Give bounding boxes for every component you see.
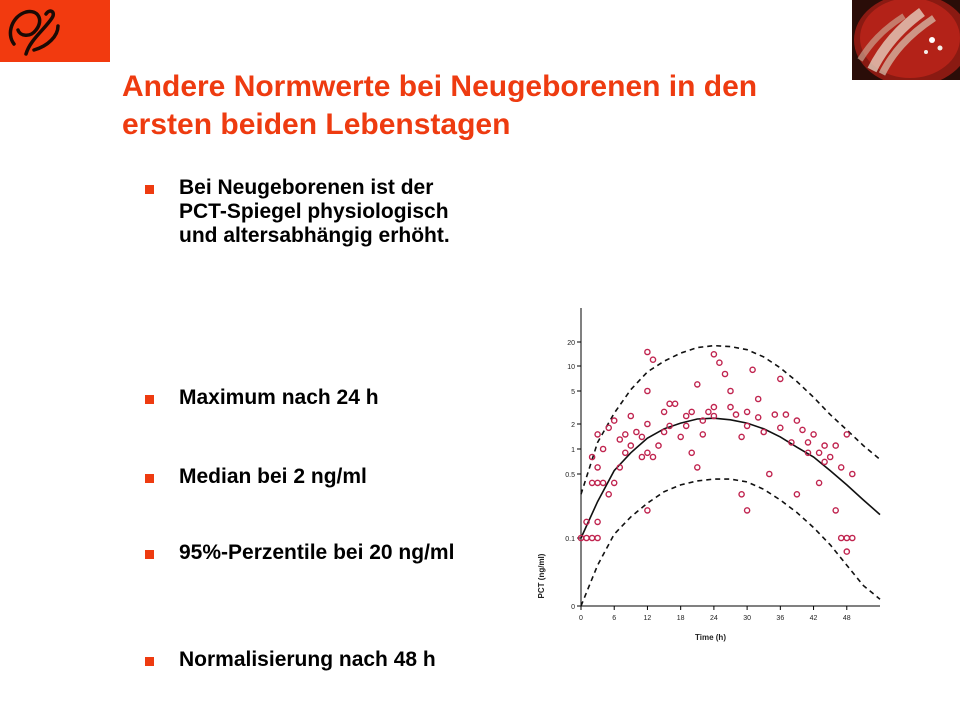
data-point <box>639 454 644 459</box>
data-point <box>673 401 678 406</box>
y-tick-label: 20 <box>567 340 575 347</box>
data-point <box>833 508 838 513</box>
percentile-curve <box>581 479 880 606</box>
data-point <box>833 443 838 448</box>
bullet-square-icon <box>145 550 154 559</box>
y-tick-label: 0.1 <box>565 536 575 543</box>
median-curve <box>581 418 880 538</box>
data-point <box>667 401 672 406</box>
x-tick-label: 24 <box>709 615 718 622</box>
logo <box>0 0 110 62</box>
data-point <box>695 465 700 470</box>
bullet-item <box>145 386 465 410</box>
data-point <box>662 429 667 434</box>
data-point <box>606 425 611 430</box>
chart-curves <box>581 346 880 606</box>
data-point <box>650 454 655 459</box>
bullet-square-icon <box>145 657 154 666</box>
y-axis-label: PCT (ng/ml) <box>537 553 546 599</box>
data-point <box>739 434 744 439</box>
data-point <box>745 508 750 513</box>
x-tick-label: 36 <box>776 615 785 622</box>
data-point <box>822 459 827 464</box>
data-point <box>828 454 833 459</box>
data-point <box>733 412 738 417</box>
data-point <box>844 535 849 540</box>
data-point <box>612 418 617 423</box>
data-point <box>689 409 694 414</box>
data-point <box>745 409 750 414</box>
bullet-text: Bei Neugeborenen ist der PCT-Spiegel physiologisch und altersabhängig erhöht. <box>179 176 450 247</box>
data-point <box>595 519 600 524</box>
x-tick-label: 42 <box>809 615 818 622</box>
logo-mark-icon <box>0 0 110 62</box>
data-point <box>728 388 733 393</box>
data-point <box>695 382 700 387</box>
data-point <box>612 480 617 485</box>
data-point <box>645 421 650 426</box>
data-point <box>839 465 844 470</box>
data-point <box>750 367 755 372</box>
data-point <box>628 413 633 418</box>
data-point <box>650 357 655 362</box>
data-point <box>584 535 589 540</box>
bullet-item <box>145 541 465 565</box>
data-point <box>711 405 716 410</box>
data-point <box>794 418 799 423</box>
data-point <box>645 450 650 455</box>
data-point <box>783 412 788 417</box>
y-tick-label: 1 <box>571 447 575 454</box>
data-point <box>623 432 628 437</box>
x-tick-label: 48 <box>842 615 851 622</box>
pct-chart <box>520 298 890 648</box>
data-point <box>639 434 644 439</box>
bullet-text: Maximum nach 24 h <box>179 386 379 409</box>
data-point <box>728 405 733 410</box>
data-point <box>601 446 606 451</box>
data-point <box>645 388 650 393</box>
data-point <box>595 535 600 540</box>
data-point <box>800 427 805 432</box>
data-point <box>645 349 650 354</box>
data-point <box>756 396 761 401</box>
x-tick-label: 18 <box>676 615 685 622</box>
bullet-square-icon <box>145 395 154 404</box>
data-point <box>850 471 855 476</box>
bullet-item <box>145 465 465 489</box>
x-tick-label: 30 <box>743 615 752 622</box>
data-point <box>745 423 750 428</box>
data-point <box>844 432 849 437</box>
y-tick-label: 2 <box>571 422 575 429</box>
data-point <box>656 443 661 448</box>
data-point <box>739 492 744 497</box>
y-tick-label: 5 <box>571 389 575 396</box>
data-point <box>805 440 810 445</box>
x-tick-label: 0 <box>579 615 583 622</box>
x-axis-label: Time (h) <box>695 633 726 642</box>
data-point <box>590 480 595 485</box>
data-point <box>684 423 689 428</box>
data-point <box>756 415 761 420</box>
data-point <box>817 450 822 455</box>
data-point <box>722 371 727 376</box>
data-point <box>606 492 611 497</box>
y-tick-label: 0.5 <box>565 472 575 479</box>
data-point <box>817 480 822 485</box>
data-point <box>628 443 633 448</box>
data-point <box>601 480 606 485</box>
data-point <box>590 535 595 540</box>
data-point <box>717 360 722 365</box>
x-tick-label: 6 <box>612 615 617 622</box>
chart-axes <box>577 308 880 610</box>
data-point <box>678 434 683 439</box>
data-point <box>645 508 650 513</box>
bullet-item <box>145 176 465 248</box>
data-point <box>822 443 827 448</box>
bullet-text: Median bei 2 ng/ml <box>179 465 367 488</box>
data-point <box>850 535 855 540</box>
x-tick-label: 12 <box>643 615 652 622</box>
data-point <box>767 471 772 476</box>
data-point <box>761 429 766 434</box>
data-point <box>617 437 622 442</box>
data-point <box>623 450 628 455</box>
data-point <box>595 480 600 485</box>
data-point <box>711 352 716 357</box>
bullet-text: Normalisierung nach 48 h <box>179 648 436 671</box>
data-point <box>839 535 844 540</box>
chart-points <box>578 349 855 554</box>
y-tick-label: 0 <box>571 604 575 611</box>
data-point <box>595 432 600 437</box>
bullet-square-icon <box>145 474 154 483</box>
bacteria-culture-photo <box>852 0 960 80</box>
data-point <box>706 409 711 414</box>
data-point <box>700 432 705 437</box>
data-point <box>794 492 799 497</box>
data-point <box>778 425 783 430</box>
data-point <box>811 432 816 437</box>
data-point <box>689 450 694 455</box>
data-point <box>684 413 689 418</box>
y-tick-label: 10 <box>567 364 575 371</box>
data-point <box>778 376 783 381</box>
data-point <box>772 412 777 417</box>
data-point <box>662 409 667 414</box>
bullet-item <box>145 648 465 672</box>
bullet-text: 95%-Perzentile bei 20 ng/ml <box>179 541 455 564</box>
data-point <box>595 465 600 470</box>
slide-title: Andere Normwerte bei Neugeborenen in den ersten beiden Lebenstagen <box>122 70 758 141</box>
data-point <box>634 429 639 434</box>
bullet-square-icon <box>145 185 154 194</box>
data-point <box>844 549 849 554</box>
